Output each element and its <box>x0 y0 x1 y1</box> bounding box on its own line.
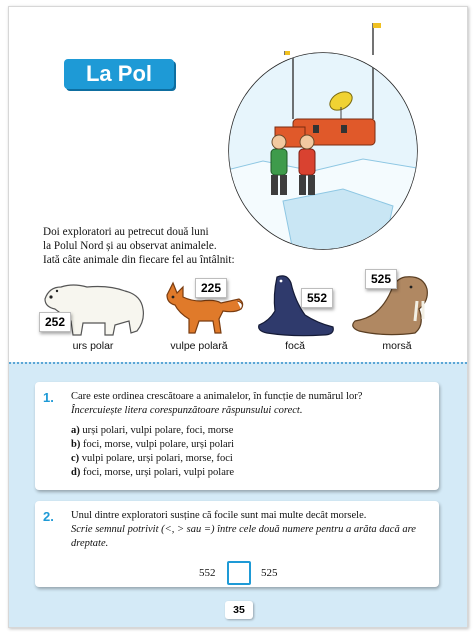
question-1-number: 1. <box>43 390 54 405</box>
option-letter: a) <box>71 425 80 436</box>
option-text: vulpi polare, urși polari, morse, foci <box>81 453 233 464</box>
right-number: 525 <box>261 567 278 579</box>
question-1-box <box>35 382 439 490</box>
page-number: 35 <box>225 601 253 619</box>
answer-option-d[interactable] <box>71 466 431 480</box>
question-2-number: 2. <box>43 509 54 524</box>
question-2-text <box>71 509 433 551</box>
animal-label-arctic-fox: vulpe polară <box>170 340 228 352</box>
explorers-illustration <box>223 21 423 251</box>
animal-label-walrus: morsă <box>382 340 412 352</box>
intro-text <box>43 225 273 267</box>
question-2-prompt: Unul dintre exploratori susține că focile sunt mai multe decât morsele. <box>71 510 367 521</box>
question-1-text <box>71 390 431 480</box>
comparison-sign-input[interactable] <box>227 561 251 585</box>
answer-option-c[interactable] <box>71 452 431 466</box>
page-title: La Pol <box>64 59 174 89</box>
option-text: foci, morse, urși polari, vulpi polare <box>82 467 235 478</box>
count-card-polar-bear: 252 <box>39 312 71 332</box>
workbook-page <box>8 6 468 628</box>
count-card-arctic-fox: 225 <box>195 278 227 298</box>
animal-label-seal: focă <box>285 340 305 352</box>
option-letter: d) <box>71 467 81 478</box>
question-2-instruction-line1: Scrie semnul potrivit (<, > sau =) între cele două numere pentru a arăta dacă are <box>71 524 416 535</box>
intro-line: la Polul Nord și au observat animalele. <box>43 240 217 252</box>
left-number: 552 <box>199 567 216 579</box>
question-2-box <box>35 501 439 587</box>
question-1-prompt: Care este ordinea crescătoare a animalelor, în funcție de numărul lor? <box>71 391 363 402</box>
animal-label-polar-bear: urs polar <box>72 340 114 352</box>
section-divider <box>9 362 467 364</box>
count-card-walrus: 525 <box>365 269 397 289</box>
intro-line: Doi exploratori au petrecut două luni <box>43 226 209 238</box>
answer-option-a[interactable] <box>71 424 431 438</box>
option-text: foci, morse, vulpi polare, urși polari <box>82 439 235 450</box>
option-letter: b) <box>71 439 81 450</box>
option-text: urși polari, vulpi polare, foci, morse <box>82 425 234 436</box>
count-card-seal: 552 <box>301 288 333 308</box>
question-1-instruction: Încercuiește litera corespunzătoare răspunsului corect. <box>71 405 303 416</box>
intro-line: Iată câte animale din fiecare fel au întâlnit: <box>43 254 235 266</box>
option-letter: c) <box>71 453 80 464</box>
answer-option-b[interactable] <box>71 438 431 452</box>
question-2-instruction-line2: dreptate. <box>71 538 109 549</box>
